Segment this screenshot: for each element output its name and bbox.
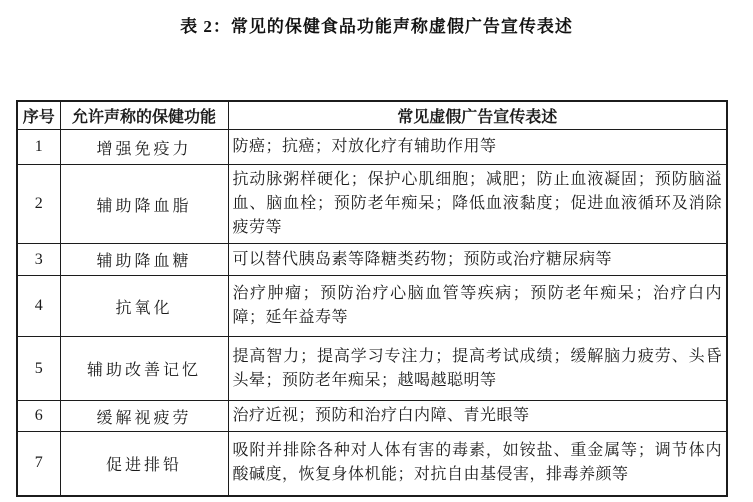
cell-serial-number: 2 — [17, 165, 60, 244]
table-row — [17, 432, 727, 496]
table-row — [17, 337, 727, 401]
cell-false-ad-claims: 治疗近视；预防和治疗白内障、青光眼等 — [228, 401, 727, 432]
cell-permitted-function: 辅助降血脂 — [60, 165, 228, 244]
cell-false-ad-claims: 抗动脉粥样硬化；保护心肌细胞；减肥；防止血液凝固；预防脑溢血、脑血栓；预防老年痴呆；降低血液黏度；促进血液循环及消除疲劳等 — [228, 165, 727, 244]
header-false-ad-claims: 常见虚假广告宣传表述 — [228, 101, 727, 130]
table-row — [17, 165, 727, 244]
cell-false-ad-claims: 治疗肿瘤；预防治疗心脑血管等疾病；预防老年痴呆；治疗白内障；延年益寿等 — [228, 276, 727, 337]
cell-serial-number: 6 — [17, 401, 60, 432]
cell-permitted-function: 抗氧化 — [60, 276, 228, 337]
cell-false-ad-claims: 提高智力；提高学习专注力；提高考试成绩；缓解脑力疲劳、头昏头晕；预防老年痴呆；越喝越聪明等 — [228, 337, 727, 401]
table-row — [17, 130, 727, 165]
cell-permitted-function: 辅助降血糖 — [60, 244, 228, 276]
table-row — [17, 276, 727, 337]
cell-serial-number: 4 — [17, 276, 60, 337]
cell-permitted-function: 辅助改善记忆 — [60, 337, 228, 401]
cell-serial-number: 1 — [17, 130, 60, 165]
header-serial-number: 序号 — [17, 101, 60, 130]
cell-permitted-function: 缓解视疲劳 — [60, 401, 228, 432]
cell-false-ad-claims: 可以替代胰岛素等降糖类药物；预防或治疗糖尿病等 — [228, 244, 727, 276]
table-row — [17, 401, 727, 432]
document-page — [0, 12, 753, 502]
table-header-row — [17, 101, 727, 130]
cell-permitted-function: 促进排铅 — [60, 432, 228, 496]
claims-table — [16, 100, 728, 497]
table-row — [17, 244, 727, 276]
cell-false-ad-claims: 防癌；抗癌；对放化疗有辅助作用等 — [228, 130, 727, 165]
table-caption: 表 2：常见的保健食品功能声称虚假广告宣传表述 — [180, 17, 573, 36]
header-permitted-function: 允许声称的保健功能 — [60, 101, 228, 130]
cell-serial-number: 7 — [17, 432, 60, 496]
cell-permitted-function: 增强免疫力 — [60, 130, 228, 165]
cell-serial-number: 3 — [17, 244, 60, 276]
cell-serial-number: 5 — [17, 337, 60, 401]
cell-false-ad-claims: 吸附并排除各种对人体有害的毒素，如铵盐、重金属等；调节体内酸碱度，恢复身体机能；对抗自由基侵害，排毒养颜等 — [228, 432, 727, 496]
